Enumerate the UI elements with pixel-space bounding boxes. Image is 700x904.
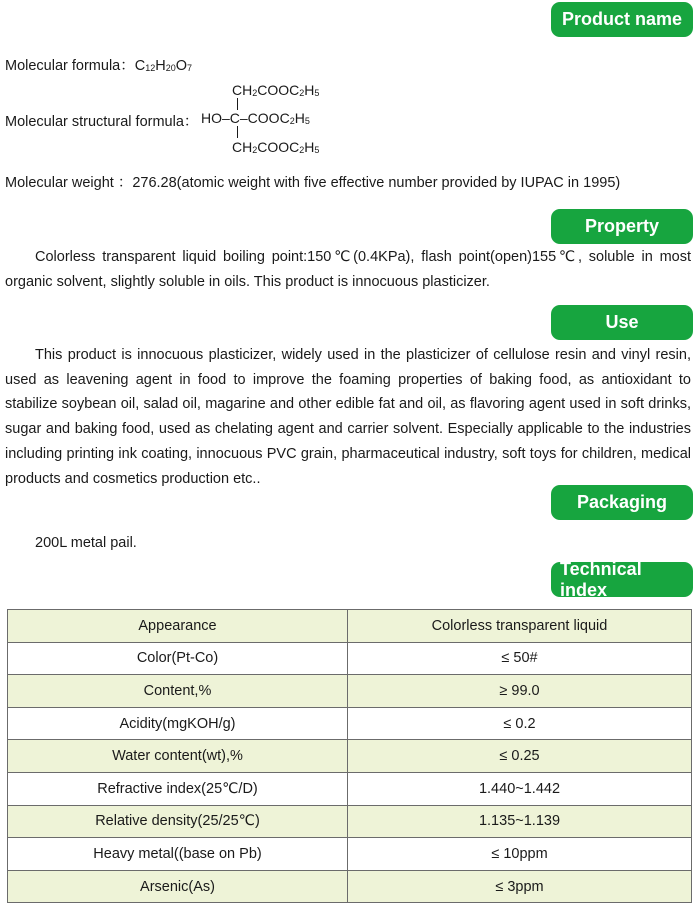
- structural-formula-label: Molecular structural formula：: [5, 114, 199, 130]
- use-paragraph: This product is innocuous plasticizer, widely used in the plasticizer of cellulose resin and vinyl resin, used as leavening agent in food to improve the foaming properties of baking food, as antioxidant to stabilize soybean oil, salad oil, magarine and other edible fat and oil, as flavoring agent used in soft drinks, sugar and baking food, used as chelating agent and carrier solvent. Especially applicable to the industries including printing ink coating, innocuous PVC grain, pharmaceutical industry, soft toys for children, medical products and cosmetics production etc..: [5, 347, 691, 487]
- table-cell-value: ≥ 99.0: [348, 675, 692, 708]
- structure-bond-bottom: [237, 126, 238, 138]
- table-cell-value: 1.135~1.139: [348, 805, 692, 838]
- packaging-heading: Packaging: [551, 485, 693, 520]
- packaging-text: 200L metal pail.: [35, 535, 137, 551]
- structure-top-group: $CH_2COOC_2H_5$: [232, 82, 320, 98]
- structure-bond-top: [237, 98, 238, 110]
- table-cell-item: Arsenic(As): [8, 870, 348, 903]
- table-cell-value: Colorless transparent liquid: [348, 610, 692, 643]
- structure-bottom-group: $CH_2COOC_2H_5$: [232, 139, 320, 155]
- molecular-weight-value: 276.28(atomic weight with five effective number provided by IUPAC in 1995): [132, 175, 621, 191]
- property-paragraph: Colorless transparent liquid boiling point:150℃(0.4KPa), flash point(open)155℃, soluble in most organic solvent, slightly soluble in oils. This product is innocuous plasticizer.: [5, 249, 691, 290]
- table-row: [8, 642, 692, 675]
- table-row: [8, 675, 692, 708]
- structure-middle-group: $HO-C-COOC_2H_5$: [201, 110, 310, 126]
- table-cell-value: ≤ 0.25: [348, 740, 692, 773]
- molecular-formula: $C_{12}H_{20}O_7$: [134, 58, 193, 74]
- table-cell-item: Heavy metal((base on Pb): [8, 838, 348, 871]
- molecular-formula-line: Molecular formula：$C_{12}H_{20}O_7$: [5, 58, 193, 74]
- table-row: [8, 805, 692, 838]
- table-row: [8, 772, 692, 805]
- table-cell-value: ≤ 50#: [348, 642, 692, 675]
- table-row: [8, 707, 692, 740]
- table-cell-item: Acidity(mgKOH/g): [8, 707, 348, 740]
- table-row: [8, 838, 692, 871]
- table-cell-item: Relative density(25/25℃): [8, 805, 348, 838]
- product-name-heading: Product name: [551, 2, 693, 37]
- table-row: [8, 610, 692, 643]
- molecular-weight-line: Molecular weight ：276.28(atomic weight with five effective number provided by IUPAC in 1995): [5, 175, 621, 191]
- table-cell-item: Content,%: [8, 675, 348, 708]
- table-cell-value: ≤ 10ppm: [348, 838, 692, 871]
- table-cell-value: ≤ 0.2: [348, 707, 692, 740]
- table-cell-value: 1.440~1.442: [348, 772, 692, 805]
- technical-index-heading: Technical index: [551, 562, 693, 597]
- use-heading: Use: [551, 305, 693, 340]
- table-cell-item: Water content(wt),%: [8, 740, 348, 773]
- technical-index-table: [7, 609, 692, 903]
- table-row: [8, 870, 692, 903]
- property-heading: Property: [551, 209, 693, 244]
- table-cell-item: Appearance: [8, 610, 348, 643]
- table-row: [8, 740, 692, 773]
- table-cell-item: Color(Pt-Co): [8, 642, 348, 675]
- table-cell-value: ≤ 3ppm: [348, 870, 692, 903]
- table-cell-item: Refractive index(25℃/D): [8, 772, 348, 805]
